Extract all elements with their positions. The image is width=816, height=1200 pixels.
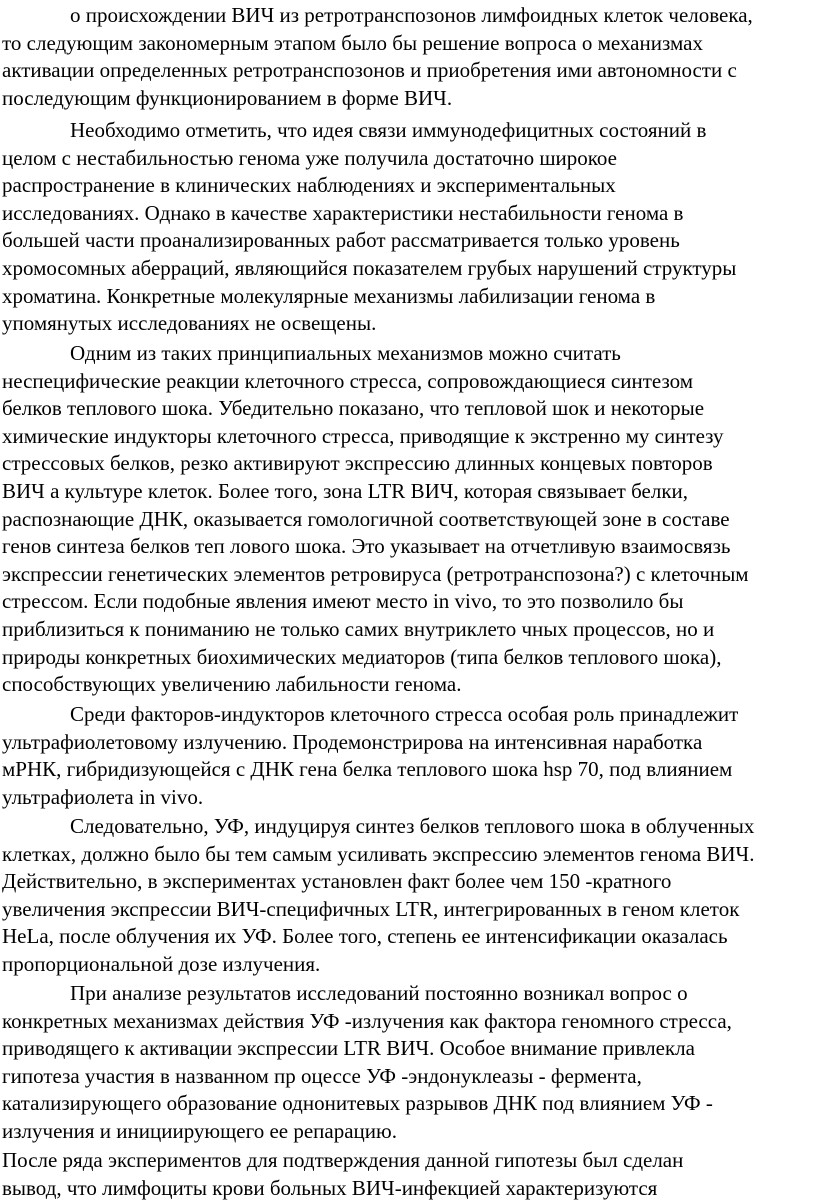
text-line: мРНК, гибридизующейся с ДНК гена белка теплового шока hsp 70, под влиянием bbox=[2, 757, 733, 782]
paragraph-1 bbox=[2, 2, 814, 112]
text-line: о происхождении ВИЧ из ретротранспозонов лимфоидных клеток человека, bbox=[70, 3, 753, 27]
text-line: Среди факторов-индукторов клеточного стресса особая роль принадлежит bbox=[70, 702, 739, 726]
text-line: приводящего к активации экспрессии LTR ВИЧ. Особое внимание привлекла bbox=[2, 1036, 695, 1061]
text-line: неспецифические реакции клеточного стресса, сопровождающиеся синтезом bbox=[2, 368, 694, 393]
paragraph-4 bbox=[2, 701, 814, 811]
paragraph-3 bbox=[2, 340, 814, 699]
text-line: хроматина. Конкретные молекулярные механизмы лабилизации генома в bbox=[2, 283, 656, 308]
text-line: конкретных механизмах действия УФ -излучения как фактора геномного стресса, bbox=[2, 1008, 732, 1033]
text-line: белков теплового шока. Убедительно показано, что тепловой шок и некоторые bbox=[2, 396, 705, 421]
paragraph-5 bbox=[2, 813, 814, 979]
text-line: большей части проанализированных работ рассматривается только уровень bbox=[2, 228, 680, 253]
text-line: клетках, должно было бы тем самым усиливать экспрессию элементов генома ВИЧ. bbox=[2, 841, 755, 866]
paragraph-6 bbox=[2, 980, 814, 1146]
text-line: то следующим закономерным этапом было бы решение вопроса о механизмах bbox=[2, 30, 703, 55]
text-line: ультрафиолета in vivo. bbox=[2, 784, 204, 809]
text-line: распространение в клинических наблюдениях и экспериментальных bbox=[2, 173, 616, 198]
text-line: активации определенных ретротранспозонов и приобретения ими автономности с bbox=[2, 58, 737, 83]
text-line: излучения и инициирующего ее репарацию. bbox=[2, 1118, 397, 1143]
text-line: гипотеза участия в названном пр оцессе УФ -эндонуклеазы - фермента, bbox=[2, 1063, 642, 1088]
text-line: Следовательно, УФ, индуцируя синтез белков теплового шока в облученных bbox=[70, 814, 755, 838]
text-line: последующим функционированием в форме ВИЧ. bbox=[2, 85, 453, 110]
text-line: стрессовых белков, резко активируют экспрессию длинных концевых повторов bbox=[2, 451, 713, 476]
text-line: ВИЧ а культуре клеток. Более того, зона LTR ВИЧ, которая связывает белки, bbox=[2, 478, 689, 503]
text-line: увеличения экспрессии ВИЧ-специфичных LTR, интегрированных в геном клеток bbox=[2, 896, 740, 921]
text-line: Одним из таких принципиальных механизмов можно считать bbox=[70, 341, 621, 365]
text-line: целом с нестабильностью генома уже получила достаточно широкое bbox=[2, 145, 617, 170]
text-line: природы конкретных биохимических медиаторов (типа белков теплового шока), bbox=[2, 644, 722, 669]
text-line: хромосомных аберраций, являющийся показателем грубых нарушений структуры bbox=[2, 255, 737, 280]
text-line: генов синтеза белков теп лового шока. Это указывает на отчетливую взаимосвязь bbox=[2, 534, 731, 559]
text-line: способствующих увеличению лабильности генома. bbox=[2, 672, 462, 697]
text-line: исследованиях. Однако в качестве характеристики нестабильности генома в bbox=[2, 200, 684, 225]
text-line: Действительно, в экспериментах установлен факт более чем 150 -кратного bbox=[2, 869, 672, 894]
text-line: HeLa, после облучения их УФ. Более того, степень ее интенсификации оказалась bbox=[2, 924, 728, 949]
text-line: ультрафиолетовому излучению. Продемонстрирова на интенсивная наработка bbox=[2, 729, 703, 754]
text-line: химические индукторы клеточного стресса, приводящие к экстренно му синтезу bbox=[2, 423, 724, 448]
text-line: Необходимо отметить, что идея связи иммунодефицитных состояний в bbox=[70, 118, 707, 142]
text-line: стрессом. Если подобные явления имеют место in vivo, то это позволило бы bbox=[2, 589, 684, 614]
text-line: приблизиться к пониманию не только самих внутриклето чных процессов, но и bbox=[2, 616, 715, 641]
paragraph-7 bbox=[2, 1147, 814, 1200]
text-line: упомянутых исследованиях не освещены. bbox=[2, 311, 377, 336]
text-line: При анализе результатов исследований постоянно возникал вопрос о bbox=[70, 981, 688, 1005]
text-line: экспрессии генетических элементов ретровируса (ретротранспозона?) с клеточным bbox=[2, 561, 749, 586]
paragraph-2 bbox=[2, 117, 814, 338]
text-line: катализирующего образование однонитевых разрывов ДНК под влиянием УФ - bbox=[2, 1091, 713, 1116]
text-line: вывод, что лимфоциты крови больных ВИЧ-инфекцией характеризуются bbox=[2, 1175, 658, 1200]
text-line: После ряда экспериментов для подтверждения данной гипотезы был сделан bbox=[2, 1148, 684, 1172]
text-line: пропорциональной дозе излучения. bbox=[2, 951, 321, 976]
text-line: распознающие ДНК, оказывается гомологичной соответствующей зоне в составе bbox=[2, 506, 730, 531]
